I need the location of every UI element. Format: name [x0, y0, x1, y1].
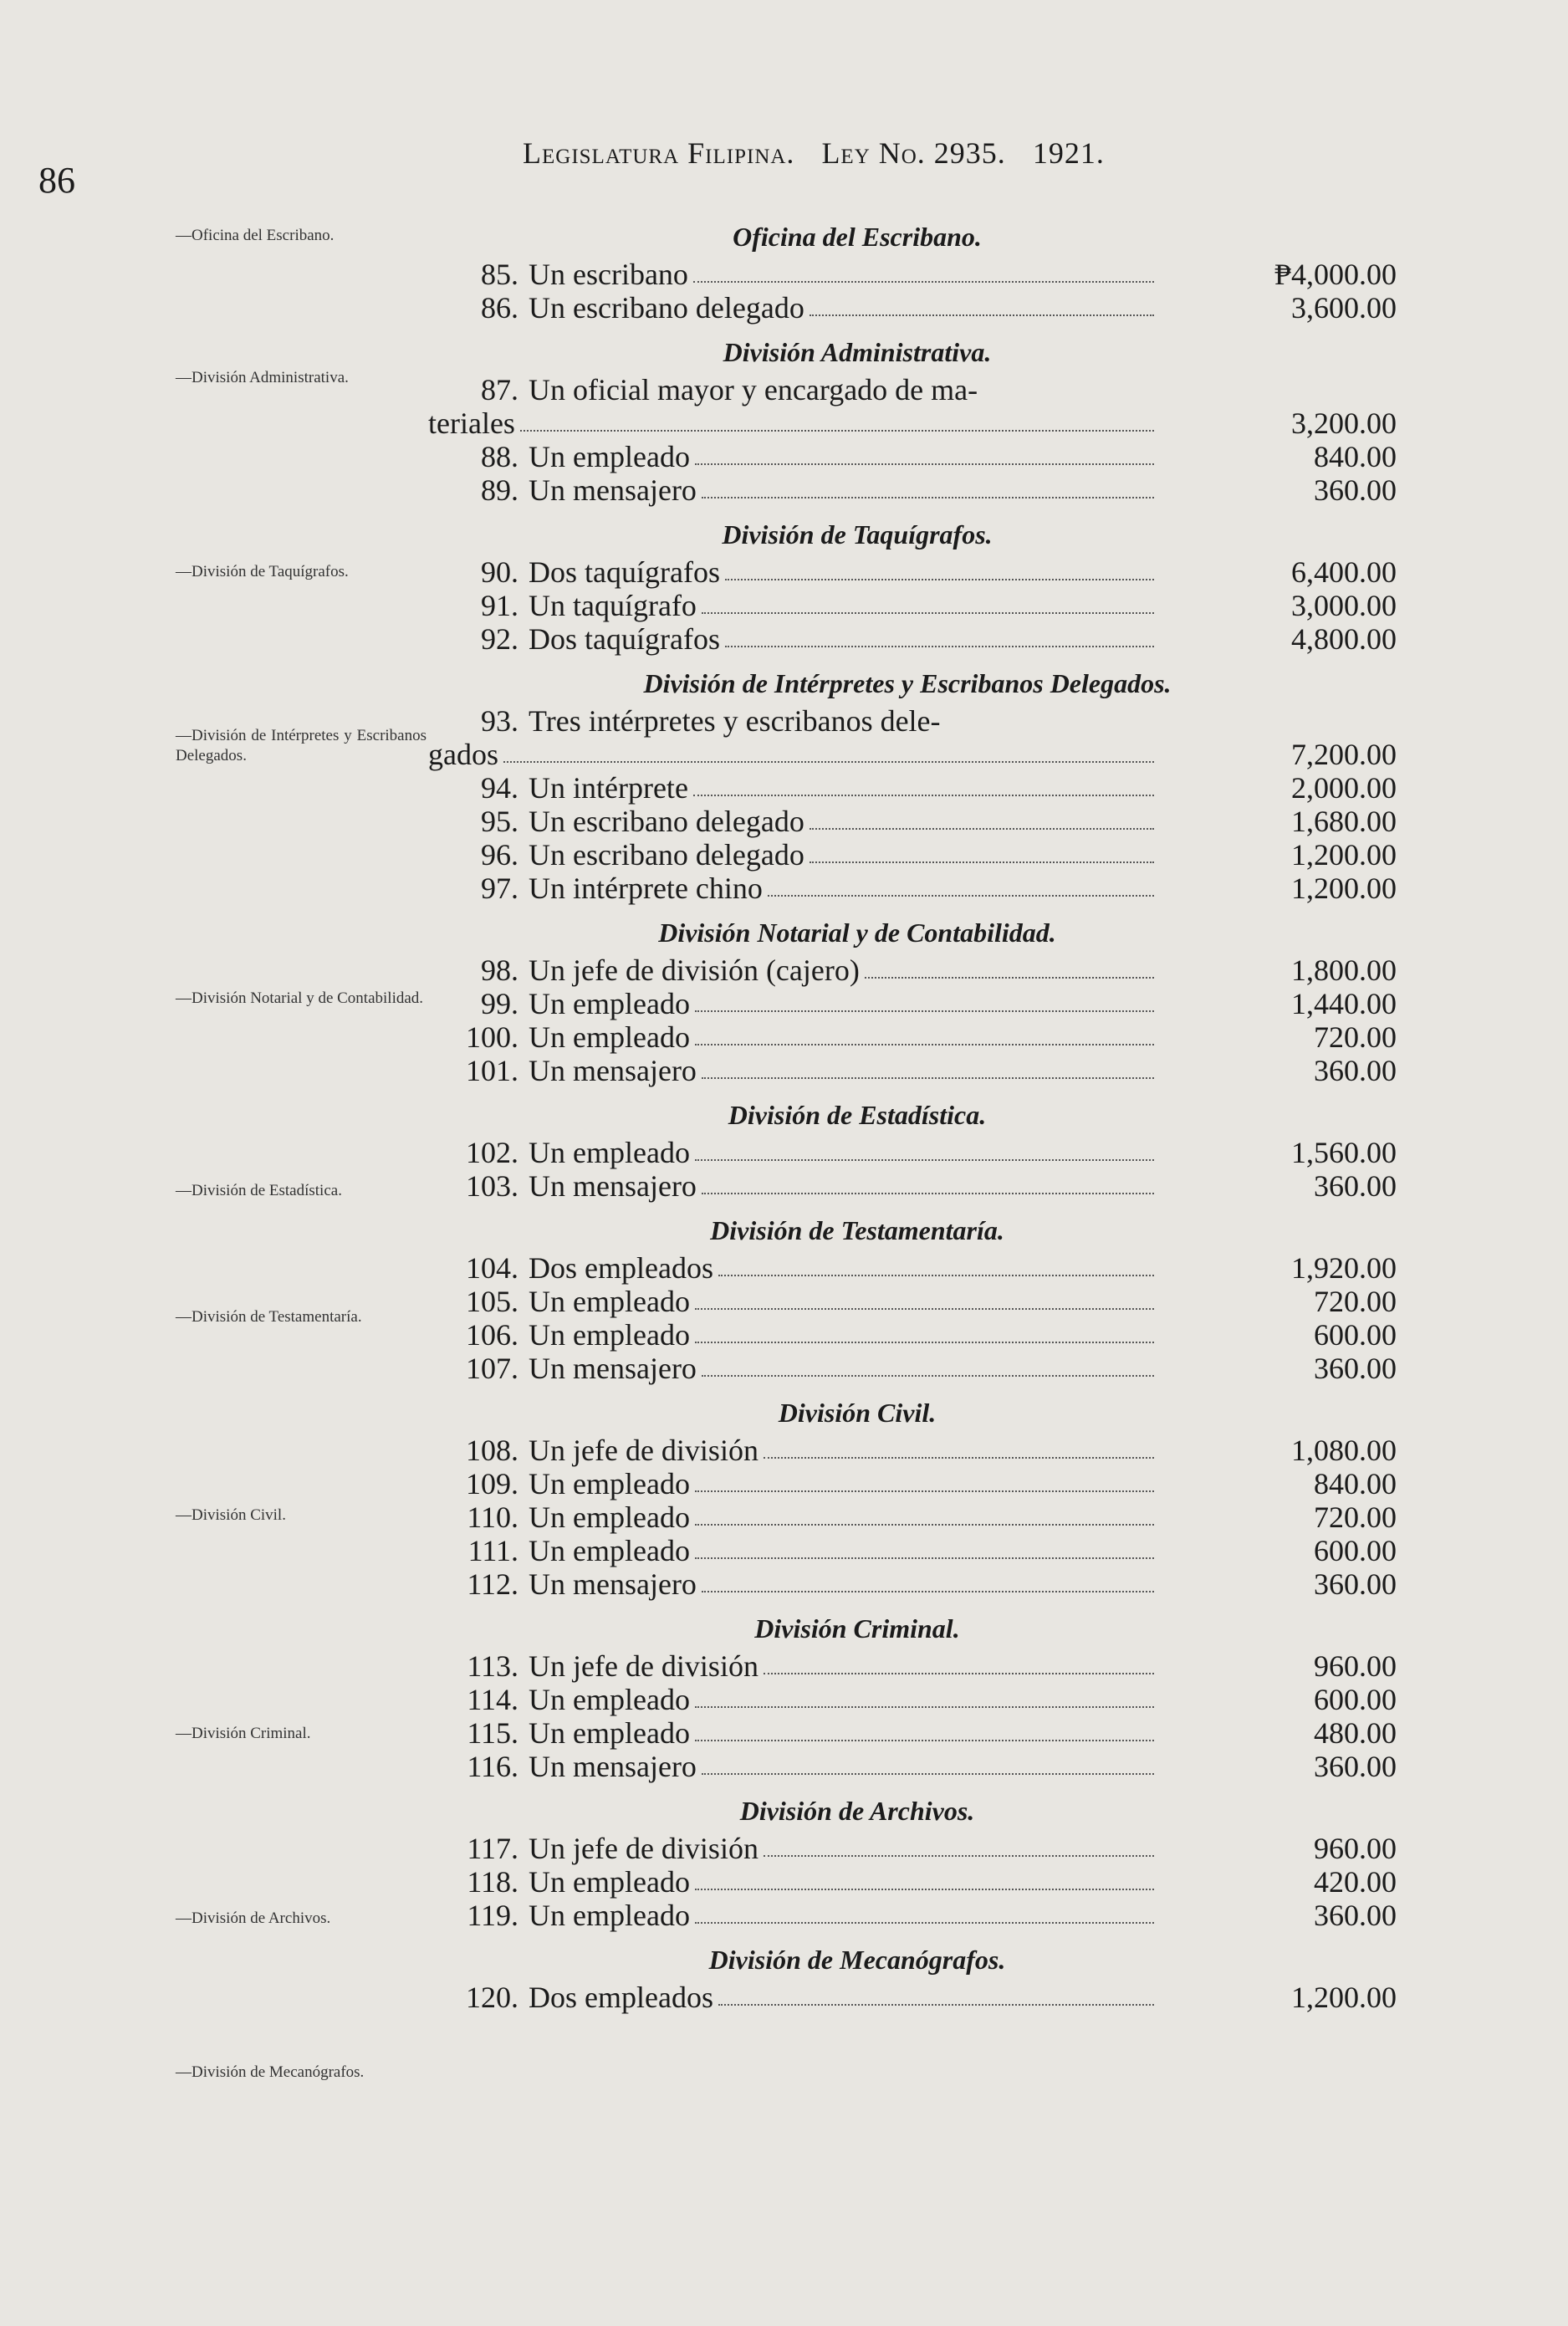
division-heading: División Criminal. — [754, 1613, 960, 1644]
item-amount: 360.00 — [1314, 1899, 1397, 1932]
item-number: 111. — [467, 1534, 518, 1567]
line-item — [426, 1750, 1397, 1783]
division-section — [426, 912, 1397, 1087]
item-number: 96. — [481, 838, 518, 872]
margin-note: —División Criminal. — [176, 1725, 311, 1742]
item-number: 112. — [467, 1567, 518, 1601]
dot-leader — [693, 795, 1154, 796]
margin-note: —Oficina del Escribano. — [176, 227, 335, 244]
item-description: Un intérprete chino — [529, 872, 763, 905]
item-amount: 720.00 — [1314, 1020, 1397, 1054]
division-section — [426, 1392, 1397, 1601]
item-number: 98. — [481, 953, 518, 987]
line-item — [426, 1054, 1397, 1087]
dot-leader — [695, 1342, 1154, 1343]
line-item — [426, 1169, 1397, 1203]
item-description: Dos empleados — [529, 1981, 713, 2014]
item-description: Un empleado — [529, 1865, 690, 1899]
item-description: Un taquígrafo — [529, 589, 697, 622]
margin-note: —División Administrativa. — [176, 369, 349, 386]
item-number: 86. — [481, 291, 518, 325]
dot-leader — [810, 314, 1154, 316]
division-section — [426, 1939, 1397, 2014]
item-amount: 600.00 — [1314, 1683, 1397, 1716]
item-number: 104. — [466, 1251, 518, 1285]
item-number: 108. — [466, 1434, 518, 1467]
dot-leader — [702, 1591, 1154, 1592]
item-number: 85. — [481, 258, 518, 291]
dot-leader — [695, 1010, 1154, 1012]
item-description: Dos taquígrafos — [529, 622, 720, 656]
dot-leader — [520, 430, 1154, 432]
line-item — [426, 1899, 1397, 1932]
item-description: Un empleado — [529, 1318, 690, 1352]
line-item — [426, 1500, 1397, 1534]
item-amount: 420.00 — [1314, 1865, 1397, 1899]
dot-leader — [702, 1375, 1154, 1377]
margin-note: —División de Taquígrafos. — [176, 563, 349, 580]
division-section — [426, 662, 1397, 905]
division-section — [426, 514, 1397, 656]
division-heading: División de Intérpretes y Escribanos Delegados. — [643, 668, 1172, 698]
division-heading: División de Archivos. — [739, 1796, 975, 1826]
item-number: 109. — [466, 1467, 518, 1500]
item-amount: 4,800.00 — [1291, 622, 1397, 656]
dot-leader — [764, 1457, 1154, 1459]
item-number: 93. — [481, 704, 518, 738]
item-number: 120. — [466, 1981, 518, 2014]
item-description: Un escribano delegado — [529, 838, 804, 872]
item-description: Un empleado — [529, 1716, 690, 1750]
margin-note: —División de Estadística. — [176, 1182, 342, 1199]
item-amount: 960.00 — [1314, 1649, 1397, 1683]
division-heading: División de Testamentaría. — [710, 1215, 1004, 1245]
item-number: 99. — [481, 987, 518, 1020]
line-item — [426, 440, 1397, 473]
item-amount: 600.00 — [1314, 1318, 1397, 1352]
dot-leader — [702, 1193, 1154, 1194]
dot-leader — [693, 281, 1154, 283]
margin-note: —División de Archivos. — [176, 1909, 331, 1927]
item-description: Un empleado — [529, 987, 690, 1020]
item-amount: 1,200.00 — [1291, 872, 1397, 905]
item-number: 102. — [466, 1136, 518, 1169]
item-description: Un empleado — [529, 1534, 690, 1567]
item-number: 95. — [481, 805, 518, 838]
line-item — [426, 838, 1397, 872]
division-section — [426, 1209, 1397, 1385]
item-description: Un empleado — [529, 1467, 690, 1500]
line-item — [426, 1981, 1397, 2014]
item-amount: 840.00 — [1314, 440, 1397, 473]
margin-note: —División de Mecanógrafos. — [176, 2063, 365, 2081]
line-item-continuation — [426, 406, 1397, 440]
division-heading: División Administrativa. — [723, 337, 992, 367]
line-item — [426, 1649, 1397, 1683]
item-description: Dos taquígrafos — [529, 555, 720, 589]
item-number: 92. — [481, 622, 518, 656]
item-description: Un jefe de división — [529, 1649, 758, 1683]
dot-leader — [718, 1275, 1154, 1276]
item-amount: 1,200.00 — [1291, 838, 1397, 872]
item-amount: 3,000.00 — [1291, 589, 1397, 622]
dot-leader — [695, 1889, 1154, 1890]
item-amount: 360.00 — [1314, 1169, 1397, 1203]
item-number: 116. — [467, 1750, 518, 1783]
item-description: Un escribano delegado — [529, 805, 804, 838]
dot-leader — [695, 1159, 1154, 1161]
item-number: 90. — [481, 555, 518, 589]
item-description: Un mensajero — [529, 1567, 697, 1601]
dot-leader — [695, 1922, 1154, 1924]
running-head-year: 1921. — [1032, 136, 1105, 170]
item-amount: 1,920.00 — [1291, 1251, 1397, 1285]
line-item — [426, 1434, 1397, 1467]
division-section — [426, 216, 1397, 325]
dot-leader — [695, 1740, 1154, 1741]
item-description-continuation: teriales — [428, 406, 515, 440]
item-number: 119. — [467, 1899, 518, 1932]
division-heading: División Civil. — [778, 1398, 937, 1428]
line-item — [426, 1285, 1397, 1318]
dot-leader — [865, 977, 1154, 979]
dot-leader — [695, 1524, 1154, 1526]
item-description: Un empleado — [529, 440, 690, 473]
item-amount: 360.00 — [1314, 473, 1397, 507]
item-description: Un intérprete — [529, 771, 688, 805]
line-item — [426, 872, 1397, 905]
line-item — [426, 1467, 1397, 1500]
item-amount: 360.00 — [1314, 1352, 1397, 1385]
item-number: 101. — [466, 1054, 518, 1087]
division-section — [426, 1790, 1397, 1932]
margin-note: —División de Intérpretes y Escribanos Delegados. — [176, 727, 426, 764]
dot-leader — [702, 612, 1154, 614]
item-amount: 1,080.00 — [1291, 1434, 1397, 1467]
item-description: Un empleado — [529, 1500, 690, 1534]
running-head-publication: Legislatura Filipina. — [523, 136, 795, 170]
item-number: 114. — [467, 1683, 518, 1716]
item-number: 89. — [481, 473, 518, 507]
item-amount: 7,200.00 — [1291, 738, 1397, 771]
item-description-continuation: gados — [428, 738, 498, 771]
item-description: Un oficial mayor y encargado de ma- — [529, 373, 978, 406]
running-head — [523, 135, 1123, 171]
item-description: Un empleado — [529, 1285, 690, 1318]
item-description: Un jefe de división (cajero) — [529, 953, 860, 987]
item-amount: 3,600.00 — [1291, 291, 1397, 325]
division-heading: División de Mecanógrafos. — [708, 1945, 1006, 1975]
running-head-law: Ley No. 2935. — [821, 136, 1006, 170]
item-amount: 360.00 — [1314, 1750, 1397, 1783]
dot-leader — [764, 1673, 1154, 1674]
dot-leader — [503, 761, 1154, 763]
item-description: Un jefe de división — [529, 1832, 758, 1865]
line-item — [426, 771, 1397, 805]
item-amount: 360.00 — [1314, 1054, 1397, 1087]
line-item — [426, 589, 1397, 622]
item-number: 110. — [467, 1500, 518, 1534]
line-item — [426, 805, 1397, 838]
line-item — [426, 1716, 1397, 1750]
line-item — [426, 953, 1397, 987]
division-heading: División de Taquígrafos. — [722, 519, 993, 550]
item-number: 100. — [466, 1020, 518, 1054]
item-amount: 360.00 — [1314, 1567, 1397, 1601]
line-item — [426, 373, 1397, 406]
line-item — [426, 1251, 1397, 1285]
item-amount: 1,440.00 — [1291, 987, 1397, 1020]
item-number: 107. — [466, 1352, 518, 1385]
line-item-continuation — [426, 738, 1397, 771]
dot-leader — [702, 1077, 1154, 1079]
dot-leader — [810, 861, 1154, 863]
item-amount: 3,200.00 — [1291, 406, 1397, 440]
item-description: Un mensajero — [529, 1169, 697, 1203]
item-amount: 1,680.00 — [1291, 805, 1397, 838]
division-section — [426, 331, 1397, 507]
item-number: 91. — [481, 589, 518, 622]
item-amount: 6,400.00 — [1291, 555, 1397, 589]
item-number: 94. — [481, 771, 518, 805]
dot-leader — [695, 1308, 1154, 1310]
page-number: 86 — [38, 160, 75, 201]
dot-leader — [725, 646, 1154, 647]
line-item — [426, 1865, 1397, 1899]
margin-note: —División Civil. — [176, 1506, 286, 1524]
item-amount: 960.00 — [1314, 1832, 1397, 1865]
dot-leader — [764, 1855, 1154, 1857]
division-heading: Oficina del Escribano. — [733, 222, 982, 252]
line-item — [426, 1352, 1397, 1385]
dot-leader — [695, 463, 1154, 465]
item-number: 97. — [481, 872, 518, 905]
margin-note: —División Notarial y de Contabilidad. — [176, 989, 424, 1007]
dot-leader — [718, 2004, 1154, 2006]
item-number: 113. — [467, 1649, 518, 1683]
item-description: Un mensajero — [529, 1054, 697, 1087]
item-description: Un empleado — [529, 1899, 690, 1932]
dot-leader — [695, 1044, 1154, 1045]
item-description: Un escribano delegado — [529, 291, 804, 325]
item-number: 88. — [481, 440, 518, 473]
division-heading: División Notarial y de Contabilidad. — [658, 918, 1056, 948]
item-amount: ₱4,000.00 — [1274, 258, 1397, 291]
item-amount: 480.00 — [1314, 1716, 1397, 1750]
item-amount: 840.00 — [1314, 1467, 1397, 1500]
line-item — [426, 1534, 1397, 1567]
item-description: Un empleado — [529, 1020, 690, 1054]
item-number: 103. — [466, 1169, 518, 1203]
item-amount: 1,800.00 — [1291, 953, 1397, 987]
item-description: Un empleado — [529, 1136, 690, 1169]
dot-leader — [695, 1557, 1154, 1559]
item-number: 118. — [467, 1865, 518, 1899]
item-amount: 600.00 — [1314, 1534, 1397, 1567]
item-description: Dos empleados — [529, 1251, 713, 1285]
appropriation-list — [426, 209, 1397, 2014]
dot-leader — [702, 497, 1154, 498]
line-item — [426, 1318, 1397, 1352]
item-amount: 1,200.00 — [1291, 1981, 1397, 2014]
line-item — [426, 1136, 1397, 1169]
item-amount: 1,560.00 — [1291, 1136, 1397, 1169]
line-item — [426, 622, 1397, 656]
line-item — [426, 555, 1397, 589]
dot-leader — [695, 1490, 1154, 1492]
dot-leader — [695, 1706, 1154, 1708]
item-amount: 720.00 — [1314, 1500, 1397, 1534]
item-description: Un mensajero — [529, 1750, 697, 1783]
item-number: 106. — [466, 1318, 518, 1352]
item-number: 105. — [466, 1285, 518, 1318]
item-amount: 2,000.00 — [1291, 771, 1397, 805]
line-item — [426, 1683, 1397, 1716]
line-item — [426, 1832, 1397, 1865]
line-item — [426, 291, 1397, 325]
line-item — [426, 258, 1397, 291]
item-number: 117. — [467, 1832, 518, 1865]
item-description: Un empleado — [529, 1683, 690, 1716]
item-description: Tres intérpretes y escribanos dele- — [529, 704, 941, 738]
dot-leader — [768, 895, 1154, 897]
item-number: 87. — [481, 373, 518, 406]
line-item — [426, 987, 1397, 1020]
division-section — [426, 1608, 1397, 1783]
margin-note: —División de Testamentaría. — [176, 1308, 362, 1326]
item-description: Un jefe de división — [529, 1434, 758, 1467]
division-heading: División de Estadística. — [728, 1100, 987, 1130]
item-number: 115. — [467, 1716, 518, 1750]
item-amount: 720.00 — [1314, 1285, 1397, 1318]
dot-leader — [702, 1773, 1154, 1775]
line-item — [426, 473, 1397, 507]
item-description: Un escribano — [529, 258, 688, 291]
line-item — [426, 1567, 1397, 1601]
line-item — [426, 1020, 1397, 1054]
dot-leader — [810, 828, 1154, 830]
item-description: Un mensajero — [529, 1352, 697, 1385]
item-description: Un mensajero — [529, 473, 697, 507]
line-item — [426, 704, 1397, 738]
dot-leader — [725, 579, 1154, 580]
division-section — [426, 1094, 1397, 1203]
